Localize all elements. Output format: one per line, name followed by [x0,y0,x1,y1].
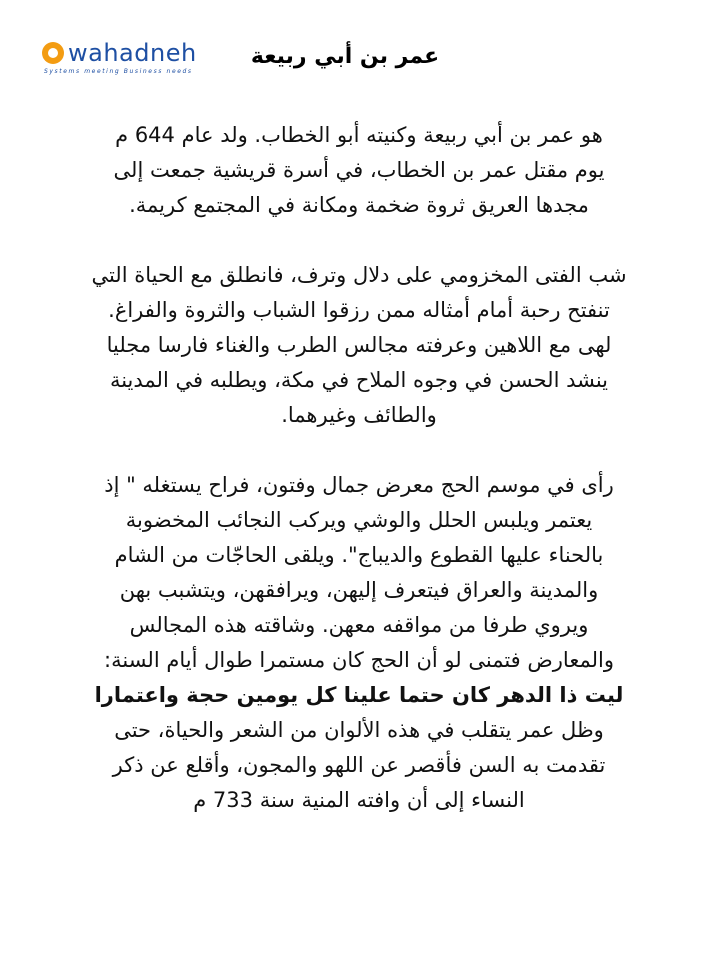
text-line: يعتمر ويلبس الحلل والوشي ويركب النجائب المخضوبة [125,508,593,532]
text-line: مجدها العريق ثروة ضخمة ومكانة في المجتمع كريمة. [129,193,589,217]
article-body [40,118,678,818]
logo-circle-icon [42,42,64,64]
paragraph-youth [40,258,678,433]
text-line: تقدمت به السن فأقصر عن اللهو والمجون، وأقلع عن ذكر [112,753,606,777]
text-line: يوم مقتل عمر بن الخطاب، في أسرة قريشية جمعت إلى [113,158,605,182]
text-line: هو عمر بن أبي ربيعة وكنيته أبو الخطاب. ولد عام 644 م [115,123,603,147]
text-line: رأى في موسم الحج معرض جمال وفتون، فراح يستغله " إذ [104,473,614,497]
text-line: والطائف وغيرهما. [281,403,437,427]
text-line: وظل عمر يتقلب في هذه الألوان من الشعر والحياة، حتى [114,718,604,742]
text-line: تنفتح رحبة أمام أمثاله ممن رزقوا الشباب والثروة والفراغ. [108,298,610,322]
page-title: عمر بن أبي ربيعة [250,44,440,69]
logo-tagline: Systems meeting Business needs [44,68,193,75]
text-line: ينشد الحسن في وجوه الملاح في مكة، ويطلبه في المدينة [109,368,609,392]
logo-wordmark: wahadneh [68,39,197,67]
company-logo [42,39,222,82]
poem-verse: ليت ذا الدهر كان حتما علينا كل يومين حجة واعتمارا [94,683,624,707]
paragraph-intro [40,118,678,223]
text-line: النساء إلى أن وافته المنية سنة 733 م [193,788,525,812]
text-line: لهى مع اللاهين وعرفته مجالس الطرب والغناء فارسا مجليا [106,333,612,357]
text-line: والمعارض فتمنى لو أن الحج كان مستمرا طوال أيام السنة: [104,648,614,672]
text-line: ويروي طرفا من مواقفه معهن. وشاقته هذه المجالس [129,613,589,637]
text-line: بالحناء عليها القطوع والديباج". ويلقى الحاجّات من الشام [114,543,604,567]
text-line: والمدينة والعراق فيتعرف إليهن، ويرافقهن، ويتشبب بهن [119,578,599,602]
paragraph-hajj [40,468,678,818]
text-line: شب الفتى المخزومي على دلال وترف، فانطلق مع الحياة التي [91,263,627,287]
